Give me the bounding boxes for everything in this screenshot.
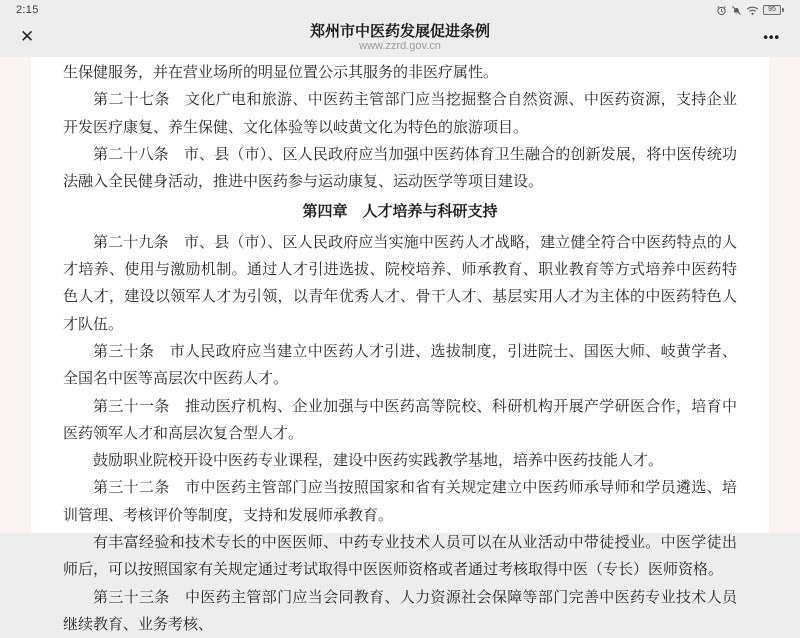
paragraph: 鼓励职业院校开设中医药专业课程，建设中医药实践教学基地，培养中医药技能人才。 <box>93 452 664 470</box>
paragraph: 第三十一条 推动医疗机构、企业加强与中医药高等院校、科研机构开展产学研医合作，培育中医药领军人才和高层次复合型人才。 <box>63 397 737 442</box>
clock-time: 2:15 <box>16 4 39 16</box>
paragraph: 第二十八条 市、县（市）、区人民政府应当加强中医药体育卫生融合的创新发展，将中医传统功法融入全民健身活动，推进中医药参与运动康复、运动医学等项目建设。 <box>63 145 737 191</box>
page-title: 郑州市中医药发展促进条例 <box>309 22 490 40</box>
close-button[interactable]: ✕ <box>14 25 40 46</box>
paragraph: 第二十九条 市、县（市）、区人民政府应当实施中医药人才战略，建立健全符合中医药特点的人才培养、使用与激励机制。通过人才引进选拔、院校培养、师承教育、职业教育等方式培养中医药特色人才，建设以领军人才为引领，以青年优秀人才、骨干人才、基层实用人才为主体的中医药特色人才队伍。 <box>63 233 737 333</box>
webview-header <box>0 18 800 57</box>
battery-nub <box>782 8 784 12</box>
more-menu-button[interactable]: ••• <box>757 28 786 45</box>
document-body <box>63 59 737 638</box>
paragraph: 生保健服务，并在营业场所的明显位置公示其服务的非医疗属性。 <box>63 64 499 81</box>
paragraph: 第三十二条 市中医药主管部门应当按照国家和省有关规定建立中医药师承导师和学员遴选、培训管理、考核评价等制度，支持和发展师承教育。 <box>63 479 737 524</box>
battery-icon <box>763 5 784 15</box>
article-scroll-area[interactable] <box>0 57 800 633</box>
mute-icon <box>731 5 742 16</box>
paragraph: 有丰富经验和技术专长的中医医师、中药专业技术人员可以在从业活动中带徒授业。中医学徒出师后，可以按照国家有关规定通过考试取得中医医师资格或者通过考核取得中医（专长）医师资格。 <box>63 534 737 579</box>
document-page <box>30 57 770 633</box>
page-url: www.zzrd.gov.cn <box>359 39 441 52</box>
paragraph: 第二十七条 文化广电和旅游、中医药主管部门应当挖掘整合自然资源、中医药资源，支持企业开发医疗康复、养生保健、文化体验等以岐黄文化为特色的旅游项目。 <box>63 91 737 136</box>
alarm-icon <box>716 5 727 16</box>
wifi-icon <box>746 5 759 16</box>
chapter-heading: 第四章 人才培养与科研支持 <box>302 203 498 221</box>
status-bar <box>0 0 800 18</box>
status-icons <box>716 5 784 16</box>
paragraph: 第三十条 市人民政府应当建立中医药人才引进、选拔制度，引进院士、国医大师、岐黄学者、全国名中医等高层次中医药人才。 <box>63 342 737 388</box>
battery-level: 95 <box>763 5 781 15</box>
paragraph: 第三十三条 中医药主管部门应当会同教育、人力资源社会保障等部门完善中医药专业技术人员继续教育、业务考核、 <box>63 588 737 633</box>
